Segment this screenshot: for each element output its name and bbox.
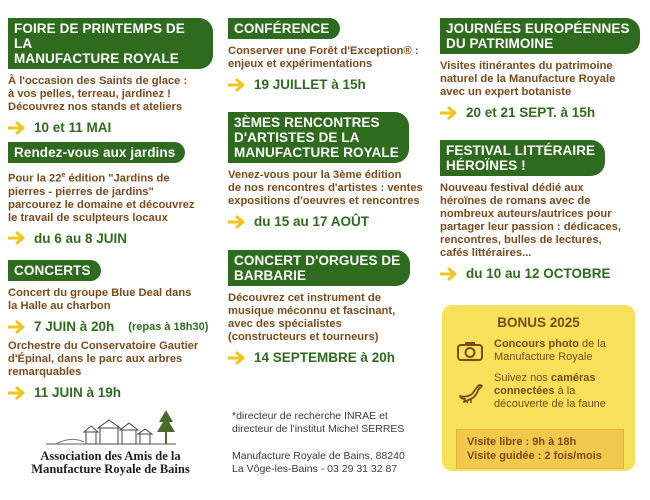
bird-icon [456,380,484,404]
bonus-photo [442,338,635,364]
event-description-2: Orchestre du Conservatoire Gautier d'Épinal, dans le parc aux arbres remarquables [8,340,199,378]
event-description: Concert du groupe Blue Deal dans la Halle au charbon [8,287,192,312]
camera-icon [456,340,484,362]
event-date-text: 19 JUILLET à 15h [254,77,366,92]
event-description: Découvrez cet instrument de musique méconnu et fascinant, avec des spécialistes (constructeurs et tourneurs) [228,292,396,343]
event-description: Nouveau festival dédié aux héroïnes de romans avec de nombreux auteurs/autrices pour partager leur passion : dédicaces, rencontres, bulles de lectures, cafés littéraires... [440,182,621,259]
arrow-right-icon [440,267,458,281]
association-logo [8,406,213,476]
event-date [8,231,213,246]
association-name: Association des Amis de la Manufacture Royale de Bains [31,449,190,476]
arrow-right-icon [8,231,26,245]
event-description [8,169,213,225]
bonus-photo-text [494,338,606,364]
hours-guided: Visite guidée : 2 fois/mois [467,450,602,462]
event-date-text: du 6 au 8 JUIN [34,230,128,246]
event-foire [8,18,213,135]
arrow-right-icon [8,320,26,334]
event-jardins [8,142,213,246]
event-date [228,214,433,229]
event-description: Visites itinérantes du patrimoine naturel de la Manufacture Royale avec un expert botaniste [440,60,616,98]
desc-post: édition "Jardins de pierres - pierres de jardins" parcourez le domaine et découvrez le travail de sculpteurs locaux [8,172,195,224]
village-illustration [36,406,186,448]
bonus-title: BONUS 2025 [497,315,580,330]
event-date [228,350,433,365]
hours-free: Visite libre : 9h à 18h [467,436,577,448]
event-date-text: du 15 au 17 AOÛT [254,214,370,229]
event-description: Venez-vous pour la 3ème édition de nos rencontres d'artistes : ventes expositions d'oeuvres et rencontres [228,169,423,207]
event-title: CONCERT D'ORGUES DE BARBARIE [228,250,410,286]
event-date-text: du 10 au 12 OCTOBRE [466,266,611,281]
footnote: *directeur de recherche INRAE et directeur de l'institut Michel SERRES [232,410,405,435]
arrow-right-icon [228,78,246,92]
event-date-2 [8,385,213,400]
bonus-bird [442,372,635,411]
bonus-bird-text [494,372,606,411]
event-rencontres [228,112,433,229]
bonus-photo-rest: de la Manufacture Royale [494,338,606,363]
event-concerts [8,260,213,400]
event-title: CONFÉRENCE [228,18,340,39]
event-date [440,105,645,120]
event-date-text: 20 et 21 SEPT. à 15h [466,105,596,120]
bonus-bird-pre: Suivez nos [494,372,551,384]
visit-hours [456,429,624,469]
desc-pre: Pour la 22 [8,172,62,185]
event-date [8,319,213,334]
event-description: Conserver une Forêt d'Exception® : enjeux et expérimentations [228,45,419,70]
address: Manufacture Royale de Bains, 88240 La Vôge-les-Bains - 03 29 31 32 87 [232,450,405,475]
bonus-bird-rest: à la découverte de la faune [494,385,606,410]
event-date [440,266,645,281]
event-date [228,77,433,92]
arrow-right-icon [228,215,246,229]
desc-superscript: e [61,172,66,179]
event-conference [228,18,433,92]
event-journees [440,18,645,120]
event-date [8,120,213,135]
arrow-right-icon [8,386,26,400]
event-title: 3ÈMES RENCONTRES D'ARTISTES DE LA MANUFACTURE ROYALE [228,112,409,163]
event-date-text: 11 JUIN à 19h [34,385,122,400]
event-title: CONCERTS [8,260,101,281]
event-title: FESTIVAL LITTÉRAIRE HÉROÏNES ! [440,140,605,176]
event-title: JOURNÉES EUROPÉENNES DU PATRIMOINE [440,18,640,54]
event-date-text: 7 JUIN à 20h [34,319,115,334]
bonus-photo-bold: Concours photo [494,338,579,350]
bonus-bird-bold: caméras connectées [494,372,596,397]
arrow-right-icon [228,351,246,365]
arrow-right-icon [440,106,458,120]
event-festival [440,140,645,281]
event-title: Rendez-vous aux jardins [8,142,185,163]
event-orgues [228,250,433,365]
bonus-box [442,305,635,471]
arrow-right-icon [8,121,26,135]
event-note: (repas à 18h30) [128,320,209,333]
event-date-text: 10 et 11 MAI [34,120,112,135]
event-title: FOIRE DE PRINTEMPS DE LA MANUFACTURE ROYALE [8,18,213,69]
event-description: À l'occasion des Saints de glace : à vos pelles, terreau, jardinez ! Découvrez nos stands et ateliers [8,75,188,113]
event-date-text: 14 SEPTEMBRE à 20h [254,350,396,365]
